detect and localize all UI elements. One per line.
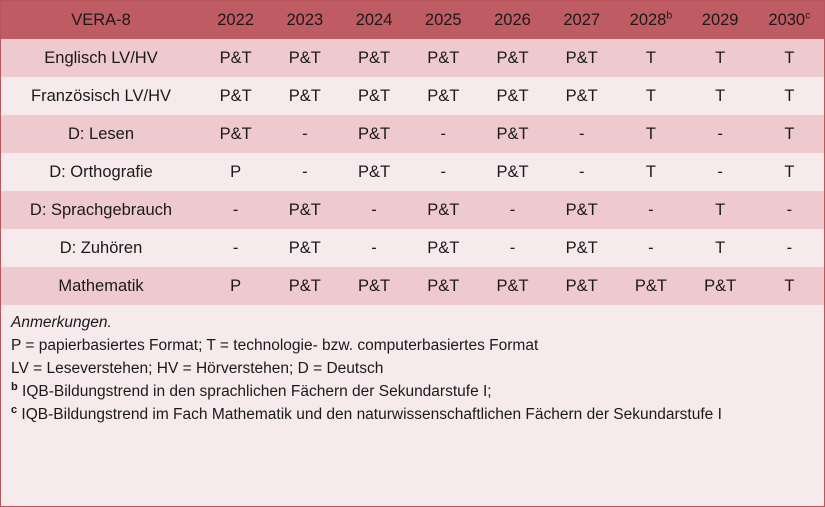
cell: T [755,267,824,305]
cell: - [409,153,478,191]
cell: - [547,115,616,153]
cell: - [270,153,339,191]
cell: - [339,191,408,229]
table-row [1,229,824,267]
cell: T [755,77,824,115]
cell: T [686,191,755,229]
row-label-lesen: D: Lesen [1,115,201,153]
row-label-zuhoeren: D: Zuhören [1,229,201,267]
table-row [1,77,824,115]
row-label-sprachgebrauch: D: Sprachgebrauch [1,191,201,229]
cell: P&T [201,39,270,77]
cell: - [478,191,547,229]
cell: T [616,39,685,77]
table-header [1,1,824,39]
footnote-c-marker: c [11,403,18,416]
column-header-year: 2023 [286,10,324,29]
cell: - [616,229,685,267]
cell: P&T [547,229,616,267]
cell: T [686,39,755,77]
cell: - [686,153,755,191]
cell: P&T [270,77,339,115]
notes-line-formats: P = papierbasiertes Format; T = technologie- bzw. computerbasiertes Format [11,337,539,354]
table-notes [1,305,824,426]
cell: T [616,77,685,115]
cell: P&T [270,191,339,229]
column-header-2024 [339,1,408,39]
footnote-c [11,404,814,426]
cell: T [686,229,755,267]
table-corner-label: VERA-8 [1,1,201,39]
cell: - [755,191,824,229]
column-header-year: 2027 [563,10,601,29]
cell: P&T [339,153,408,191]
column-header-2029 [686,1,755,39]
cell: - [616,191,685,229]
cell: - [270,115,339,153]
notes-line-abbreviations: LV = Leseverstehen; HV = Hörverstehen; D = Deutsch [11,360,384,377]
column-header-2027 [547,1,616,39]
column-header-year: 2028 [629,10,667,29]
notes-heading: Anmerkungen. [11,314,112,331]
column-header-year: 2030 [768,10,806,29]
footnote-b-marker: b [11,380,18,393]
column-header-2028 [616,1,685,39]
cell: P&T [409,229,478,267]
cell: P&T [547,191,616,229]
cell: P&T [339,39,408,77]
cell: P&T [270,267,339,305]
cell: - [201,229,270,267]
cell: - [478,229,547,267]
column-header-year: 2026 [494,10,531,29]
table-row [1,267,824,305]
cell: T [686,77,755,115]
vera8-schedule-table [1,1,824,305]
cell: - [686,115,755,153]
cell: P&T [478,77,547,115]
footnote-b [11,381,814,403]
cell: P&T [478,267,547,305]
cell: P&T [409,77,478,115]
cell: P&T [409,39,478,77]
cell: T [755,153,824,191]
cell: T [755,39,824,77]
cell: - [547,153,616,191]
cell: P [201,267,270,305]
cell: P&T [547,39,616,77]
cell: P&T [547,77,616,115]
row-label-englisch: Englisch LV/HV [1,39,201,77]
row-label-orthografie: D: Orthografie [1,153,201,191]
column-header-2026 [478,1,547,39]
cell: P&T [270,39,339,77]
cell: P&T [409,267,478,305]
cell: P&T [201,115,270,153]
column-header-year: 2022 [217,10,254,29]
table-row [1,115,824,153]
cell: P&T [339,77,408,115]
footnote-marker-c: c [805,9,811,21]
row-label-franzoesisch: Französisch LV/HV [1,77,201,115]
cell: P&T [478,39,547,77]
table-row [1,153,824,191]
cell: P&T [201,77,270,115]
cell: P&T [686,267,755,305]
cell: P&T [339,267,408,305]
cell: P&T [270,229,339,267]
cell: P&T [616,267,685,305]
cell: - [409,115,478,153]
cell: P&T [547,267,616,305]
footnote-c-text: IQB-Bildungstrend im Fach Mathematik und den naturwissenschaftlichen Fächern der Sekundarstufe I [17,406,722,423]
table-header-row [1,1,824,39]
cell: - [201,191,270,229]
column-header-2025 [409,1,478,39]
table-row [1,191,824,229]
cell: P&T [339,115,408,153]
footnote-b-text: IQB-Bildungstrend in den sprachlichen Fächern der Sekundarstufe I; [17,383,492,400]
column-header-2023 [270,1,339,39]
column-header-2022 [201,1,270,39]
cell: P&T [478,153,547,191]
footnote-marker-b: b [666,9,673,21]
column-header-year: 2029 [701,10,739,29]
cell: - [755,229,824,267]
column-header-year: 2024 [355,10,393,29]
cell: T [616,153,685,191]
cell: - [339,229,408,267]
cell: P&T [478,115,547,153]
row-label-mathematik: Mathematik [1,267,201,305]
cell: P&T [409,191,478,229]
table-body [1,39,824,305]
table-row [1,39,824,77]
cell: T [616,115,685,153]
column-header-2030 [755,1,824,39]
cell: T [755,115,824,153]
column-header-year: 2025 [424,10,462,29]
cell: P [201,153,270,191]
